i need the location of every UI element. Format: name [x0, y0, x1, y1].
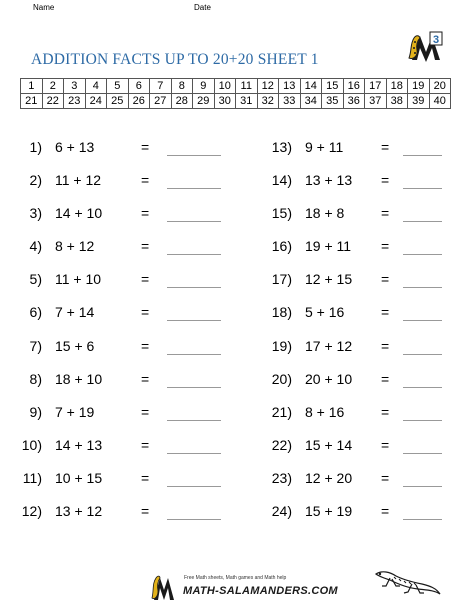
problem-number: 9) [29, 404, 42, 420]
problem-number: 16) [271, 238, 292, 254]
salamander-logo-icon [406, 30, 446, 66]
grid-cell: 14 [300, 79, 322, 94]
name-label: Name [33, 3, 55, 12]
grid-cell: 31 [236, 94, 258, 109]
problem-expression: 11 + 12 [55, 172, 102, 188]
problem-expression: 8 + 16 [305, 404, 345, 420]
problem-number: 21) [271, 404, 292, 420]
grid-cell: 33 [279, 94, 301, 109]
equals-sign: = [381, 238, 390, 254]
problem-expression: 11 + 10 [55, 271, 102, 287]
answer-line[interactable] [167, 453, 221, 454]
problem-expression: 12 + 15 [305, 271, 353, 287]
problem-number: 10) [21, 437, 42, 453]
problem-expression: 17 + 12 [305, 338, 353, 354]
grid-cell: 28 [171, 94, 193, 109]
footer-site-link[interactable]: MATH-SALAMANDERS.COM [183, 585, 338, 597]
number-grid-row-1 [21, 79, 451, 94]
grid-cell: 4 [85, 79, 107, 94]
answer-line[interactable] [167, 155, 221, 156]
grid-cell: 22 [42, 94, 64, 109]
answer-line[interactable] [167, 221, 221, 222]
answer-line[interactable] [403, 254, 442, 255]
grid-cell: 10 [214, 79, 236, 94]
grid-cell: 3 [64, 79, 86, 94]
answer-line[interactable] [403, 221, 442, 222]
problem-number: 11) [22, 470, 42, 486]
problem-expression: 10 + 15 [55, 470, 103, 486]
problem-expression: 5 + 16 [305, 304, 345, 320]
problem-number: 12) [21, 503, 42, 519]
problem-number: 20) [271, 371, 292, 387]
grid-cell: 15 [322, 79, 344, 94]
equals-sign: = [141, 437, 150, 453]
problem-expression: 7 + 14 [55, 304, 95, 320]
problem-expression: 9 + 11 [305, 139, 344, 155]
grid-cell: 38 [386, 94, 408, 109]
answer-line[interactable] [167, 287, 221, 288]
grid-cell: 39 [408, 94, 430, 109]
equals-sign: = [381, 404, 390, 420]
equals-sign: = [141, 205, 150, 221]
problem-expression: 14 + 10 [55, 205, 103, 221]
equals-sign: = [381, 338, 390, 354]
grid-cell: 23 [64, 94, 86, 109]
equals-sign: = [381, 503, 390, 519]
problem-number: 24) [271, 503, 292, 519]
grid-cell: 1 [21, 79, 43, 94]
grid-cell: 37 [365, 94, 387, 109]
problem-number: 13) [271, 139, 292, 155]
grid-cell: 20 [429, 79, 451, 94]
equals-sign: = [141, 172, 150, 188]
salamander-logo-icon [150, 572, 176, 604]
grid-cell: 16 [343, 79, 365, 94]
equals-sign: = [381, 205, 390, 221]
equals-sign: = [381, 437, 390, 453]
problem-number: 17) [271, 271, 292, 287]
equals-sign: = [381, 304, 390, 320]
problem-expression: 20 + 10 [305, 371, 353, 387]
equals-sign: = [141, 470, 150, 486]
problem-number: 22) [271, 437, 292, 453]
equals-sign: = [141, 238, 150, 254]
problem-expression: 14 + 13 [55, 437, 103, 453]
footer-tagline: Free Math sheets, Math games and Math help [184, 575, 287, 581]
problem-expression: 12 + 20 [305, 470, 353, 486]
problem-number: 2) [29, 172, 42, 188]
answer-line[interactable] [403, 155, 442, 156]
grid-cell: 11 [236, 79, 258, 94]
problem-expression: 15 + 6 [55, 338, 95, 354]
problem-expression: 6 + 13 [55, 139, 95, 155]
answer-line[interactable] [403, 420, 442, 421]
answer-line[interactable] [167, 420, 221, 421]
grid-cell: 5 [107, 79, 129, 94]
equals-sign: = [381, 172, 390, 188]
number-grid-row-2 [21, 94, 451, 109]
equals-sign: = [141, 503, 150, 519]
footer [150, 572, 350, 608]
grid-cell: 26 [128, 94, 150, 109]
answer-line[interactable] [403, 320, 442, 321]
problem-number: 5) [29, 271, 42, 287]
grid-cell: 24 [85, 94, 107, 109]
grid-cell: 6 [128, 79, 150, 94]
grid-cell: 18 [386, 79, 408, 94]
answer-line[interactable] [403, 188, 442, 189]
problem-number: 4) [29, 238, 42, 254]
grid-cell: 27 [150, 94, 172, 109]
grid-cell: 19 [408, 79, 430, 94]
grid-cell: 36 [343, 94, 365, 109]
grid-cell: 2 [42, 79, 64, 94]
equals-sign: = [141, 371, 150, 387]
grid-cell: 17 [365, 79, 387, 94]
grid-cell: 8 [171, 79, 193, 94]
equals-sign: = [141, 404, 150, 420]
answer-line[interactable] [167, 519, 221, 520]
answer-line[interactable] [403, 287, 442, 288]
problem-number: 3) [29, 205, 42, 221]
problem-number: 7) [29, 338, 42, 354]
answer-line[interactable] [167, 254, 221, 255]
grid-cell: 9 [193, 79, 215, 94]
problem-number: 6) [29, 304, 42, 320]
grid-cell: 13 [279, 79, 301, 94]
problem-expression: 18 + 8 [305, 205, 345, 221]
problem-expression: 19 + 11 [305, 238, 352, 254]
answer-line[interactable] [167, 188, 221, 189]
logo-digit: 3 [432, 34, 440, 46]
problem-number: 14) [271, 172, 292, 188]
number-grid [20, 78, 451, 109]
lizard-icon [372, 564, 444, 600]
answer-line[interactable] [403, 387, 442, 388]
equals-sign: = [141, 139, 150, 155]
equals-sign: = [141, 271, 150, 287]
grid-cell: 7 [150, 79, 172, 94]
problem-number: 15) [271, 205, 292, 221]
problem-number: 8) [29, 371, 42, 387]
answer-line[interactable] [167, 354, 221, 355]
grid-cell: 29 [193, 94, 215, 109]
equals-sign: = [141, 338, 150, 354]
worksheet-title: ADDITION FACTS UP TO 20+20 SHEET 1 [31, 51, 319, 68]
grid-cell: 32 [257, 94, 279, 109]
problem-number: 18) [271, 304, 292, 320]
grid-cell: 34 [300, 94, 322, 109]
problem-expression: 13 + 12 [55, 503, 103, 519]
equals-sign: = [381, 139, 390, 155]
equals-sign: = [381, 470, 390, 486]
equals-sign: = [141, 304, 150, 320]
grid-cell: 35 [322, 94, 344, 109]
answer-line[interactable] [403, 354, 442, 355]
grid-cell: 40 [429, 94, 451, 109]
problem-number: 23) [271, 470, 292, 486]
date-label: Date [194, 3, 211, 12]
problem-expression: 15 + 14 [305, 437, 353, 453]
problem-number: 19) [271, 338, 292, 354]
answer-line[interactable] [403, 519, 442, 520]
problem-expression: 8 + 12 [55, 238, 95, 254]
problem-expression: 7 + 19 [55, 404, 95, 420]
answer-line[interactable] [403, 486, 442, 487]
answer-line[interactable] [167, 320, 221, 321]
problem-expression: 13 + 13 [305, 172, 353, 188]
equals-sign: = [381, 271, 390, 287]
problem-expression: 18 + 10 [55, 371, 103, 387]
answer-line[interactable] [167, 387, 221, 388]
answer-line[interactable] [403, 453, 442, 454]
grid-cell: 25 [107, 94, 129, 109]
equals-sign: = [381, 371, 390, 387]
problem-number: 1) [29, 139, 42, 155]
answer-line[interactable] [167, 486, 221, 487]
problem-expression: 15 + 19 [305, 503, 353, 519]
grid-cell: 21 [21, 94, 43, 109]
grid-cell: 30 [214, 94, 236, 109]
grid-cell: 12 [257, 79, 279, 94]
